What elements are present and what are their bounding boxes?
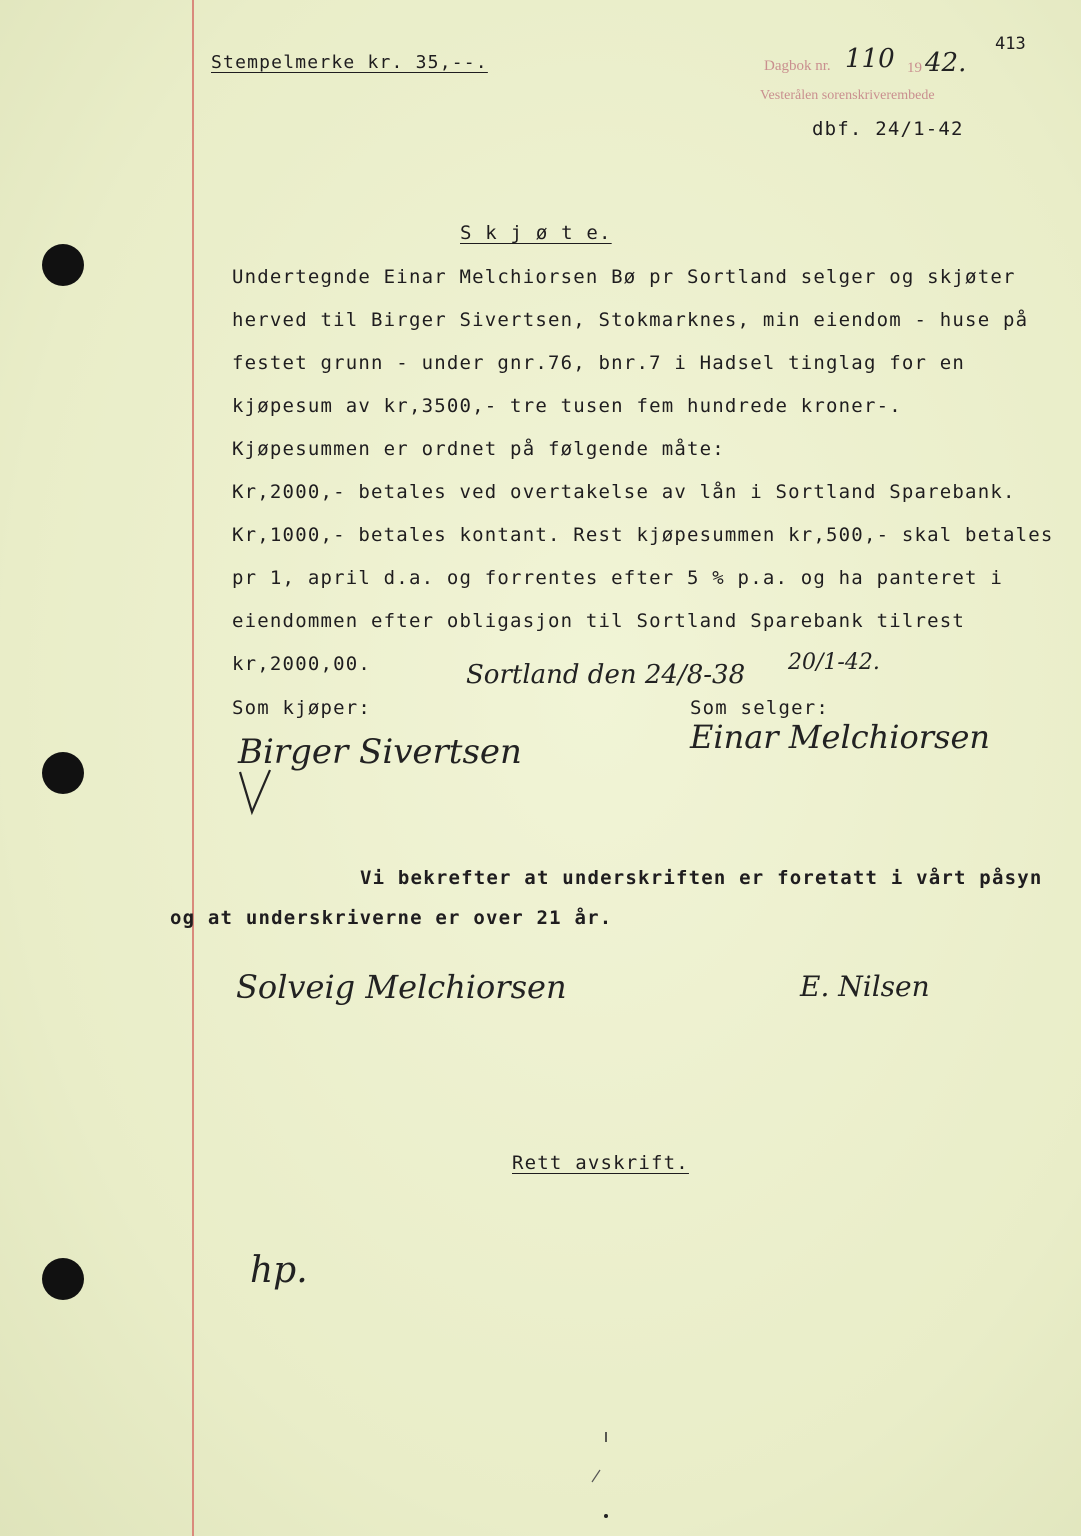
date-correction: 20/1-42. xyxy=(788,650,880,675)
document-title: S k j ø t e. xyxy=(460,222,612,244)
body-line: pr 1, april d.a. og forrentes efter 5 % p.a. og ha panteret i xyxy=(232,567,1003,589)
check-mark-icon xyxy=(238,768,274,816)
buyer-signature: Birger Sivertsen xyxy=(238,732,522,772)
punch-hole xyxy=(42,752,84,794)
stray-marks xyxy=(586,1430,610,1520)
body-line: Kr,1000,- betales kontant. Rest kjøpesummen kr,500,- skal betales xyxy=(232,524,1054,546)
seller-signature: Einar Melchiorsen xyxy=(690,718,990,756)
body-line: Undertegnde Einar Melchiorsen Bø pr Sortland selger og skjøter xyxy=(232,266,1016,288)
body-line: Kjøpesummen er ordnet på følgende måte: xyxy=(232,438,725,460)
witness-signature-2: E. Nilsen xyxy=(800,970,930,1003)
body-line: Kr,2000,- betales ved overtakelse av lån i Sortland Sparebank. xyxy=(232,481,1016,503)
journal-number: 110 xyxy=(845,44,895,74)
punch-hole xyxy=(42,1258,84,1300)
registration-date: dbf. 24/1-42 xyxy=(812,118,964,140)
initials: hp. xyxy=(250,1250,308,1291)
punch-hole xyxy=(42,244,84,286)
office-stamp: Vesterålen sorenskriverembede xyxy=(760,88,935,103)
buyer-label: Som kjøper: xyxy=(232,697,372,719)
journal-year: 42. xyxy=(925,48,967,78)
witness-line-1: Vi bekrefter at underskriften er foretatt i vårt påsyn xyxy=(360,867,1043,889)
body-line: herved til Birger Sivertsen, Stokmarknes, min eiendom - huse på xyxy=(232,309,1029,331)
body-line: eiendommen efter obligasjon til Sortland Sparebank tilrest xyxy=(232,610,966,632)
page-number: 413 xyxy=(995,34,1026,54)
body-line: festet grunn - under gnr.76, bnr.7 i Hadsel tinglag for en xyxy=(232,352,966,374)
stamp-fee: Stempelmerke kr. 35,--. xyxy=(211,52,488,73)
place-date-handwritten: Sortland den 24/8-38 xyxy=(466,660,746,690)
journal-stamp-label: Dagbok nr. xyxy=(764,58,831,74)
journal-year-prefix: 19 xyxy=(907,60,922,76)
witness-signature-1: Solveig Melchiorsen xyxy=(236,968,567,1006)
seller-label: Som selger: xyxy=(690,697,830,719)
witness-line-2: og at underskriverne er over 21 år. xyxy=(170,907,613,929)
body-line: kr,2000,00. xyxy=(232,653,372,675)
body-line: kjøpesum av kr,3500,- tre tusen fem hundrede kroner-. xyxy=(232,395,902,417)
certification: Rett avskrift. xyxy=(512,1152,689,1174)
margin-line xyxy=(192,0,194,1536)
